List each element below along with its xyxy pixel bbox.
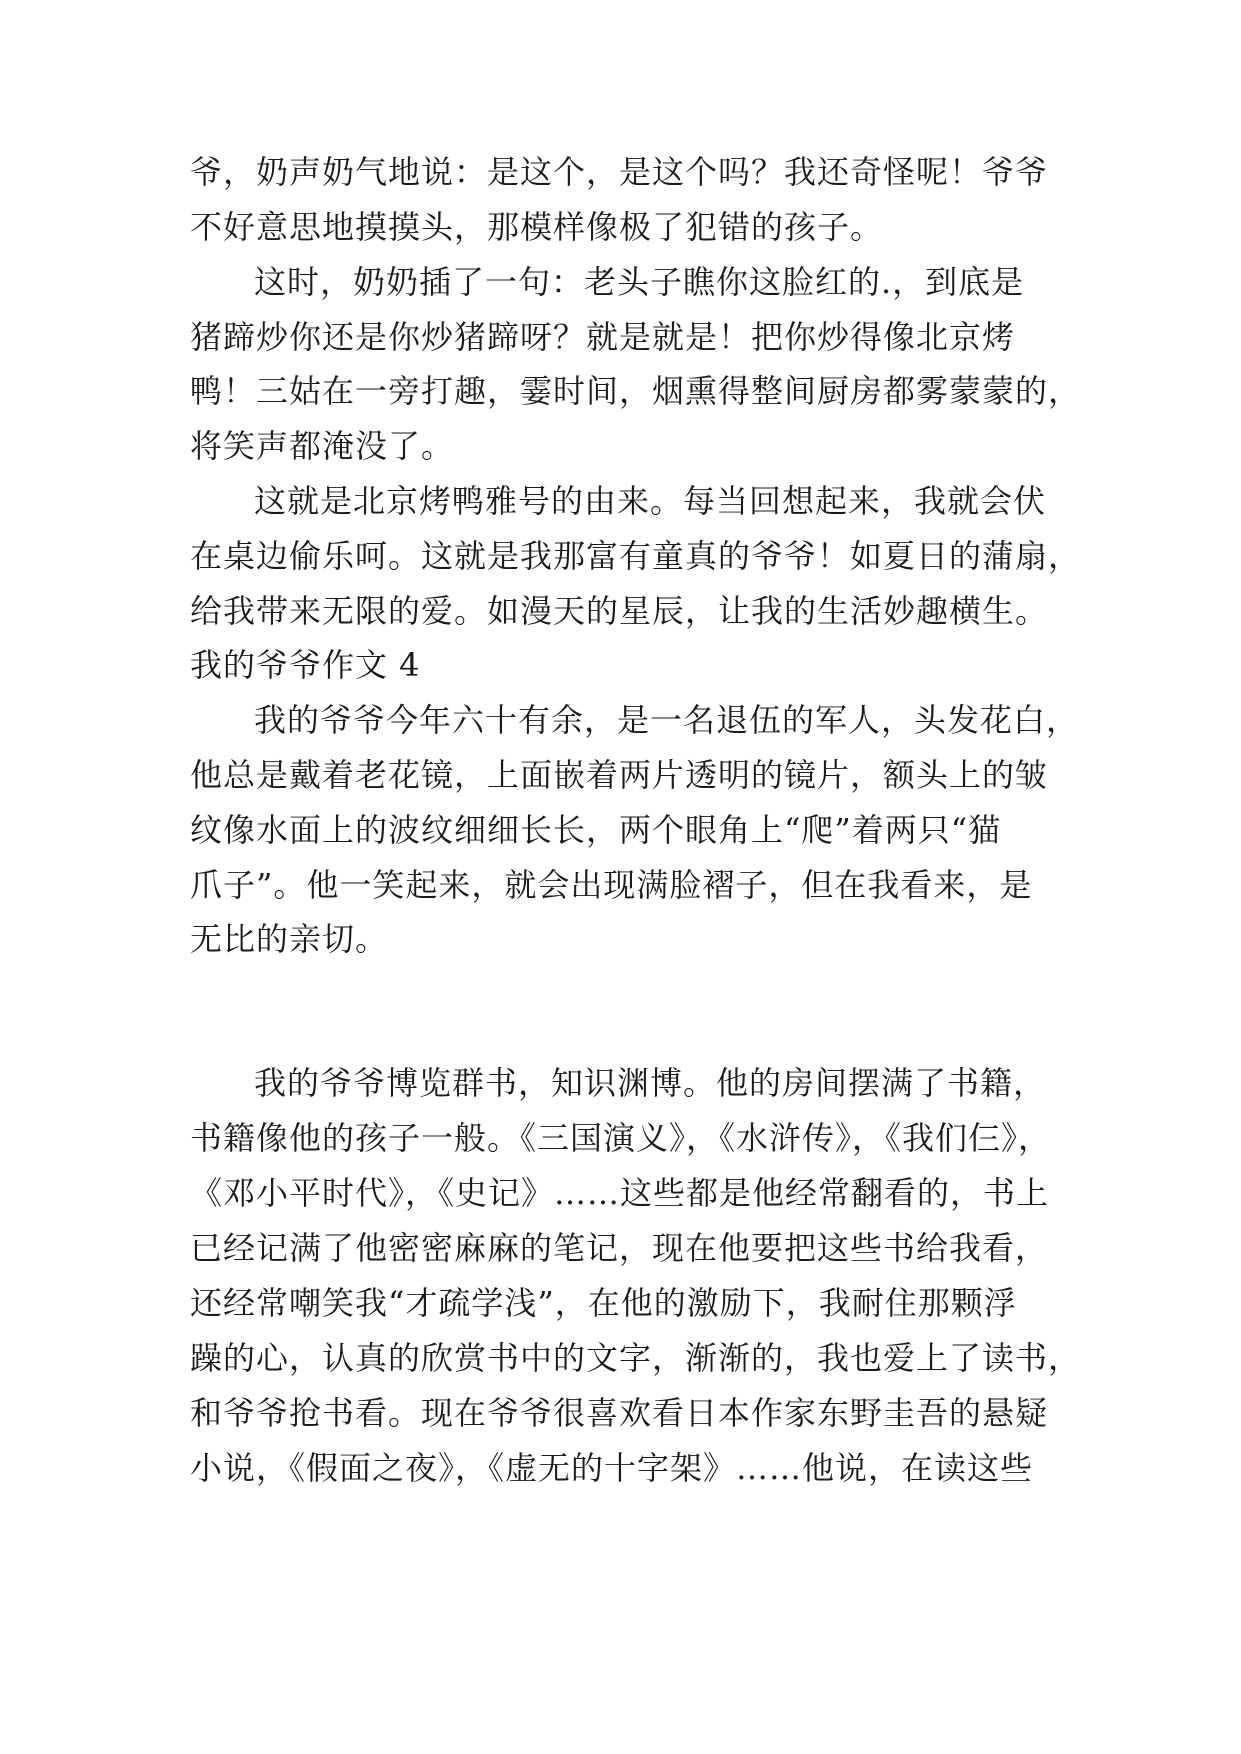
text-line-17: 书籍像他的孩子一般。《三国演义》，《水浒传》，《我们仨》， (190, 1119, 1052, 1157)
text-line-19: 已经记满了他密密麻麻的笔记，现在他要把这些书给我看， (190, 1229, 1049, 1267)
text-line-12: 他总是戴着老花镜，上面嵌着两片透明的镜片，额头上的皱 (190, 756, 1049, 794)
text-line-9: 给我带来无限的爱。如漫天的星辰，让我的生活妙趣横生。 (190, 592, 1049, 630)
text-line-11: 我的爷爷今年六十有余，是一名退伍的军人，头发花白， (254, 701, 1080, 739)
text-line-3: 这时，奶奶插了一句：老头子瞧你这脸红的.，到底是 (254, 263, 1025, 301)
text-line-21: 躁的心，认真的欣赏书中的文字，渐渐的，我也爱上了读书， (190, 1339, 1082, 1377)
text-line-6: 将笑声都淹没了。 (190, 427, 455, 465)
text-line-7: 这就是北京烤鸭雅号的由来。每当回想起来，我就会伏 (254, 482, 1047, 520)
text-line-5: 鸭！三姑在一旁打趣，霎时间，烟熏得整间厨房都雾蒙蒙的， (190, 372, 1082, 410)
text-line-16: 我的爷爷博览群书，知识渊博。他的房间摆满了书籍， (254, 1064, 1047, 1102)
text-line-20: 还经常嘲笑我“才疏学浅”，在他的激励下，我耐住那颗浮 (190, 1284, 1017, 1322)
section-heading: 我的爷爷作文 4 (190, 646, 421, 684)
text-line-1: 爷，奶声奶气地说：是这个，是这个吗？我还奇怪呢！爷爷 (190, 153, 1049, 191)
text-line-23: 小说，《假面之夜》，《虚无的十字架》……他说，在读这些 (190, 1449, 1034, 1487)
text-line-4: 猪蹄炒你还是你炒猪蹄呀？就是就是！把你炒得像北京烤 (190, 318, 1016, 356)
text-line-2: 不好意思地摸摸头，那模样像极了犯错的孩子。 (190, 208, 884, 246)
text-line-18: 《邓小平时代》，《史记》……这些都是他经常翻看的，书上 (190, 1174, 1050, 1212)
text-line-13: 纹像水面上的波纹细细长长，两个眼角上“爬”着两只“猫 (190, 811, 1002, 849)
text-line-22: 和爷爷抢书看。现在爷爷很喜欢看日本作家东野圭吾的悬疑 (190, 1394, 1049, 1432)
text-line-14: 爪子”。他一笑起来，就会出现满脸褶子，但在我看来，是 (190, 866, 1033, 904)
text-line-15: 无比的亲切。 (190, 920, 389, 958)
text-line-8: 在桌边偷乐呵。这就是我那富有童真的爷爷！如夏日的蒲扇， (190, 537, 1082, 575)
